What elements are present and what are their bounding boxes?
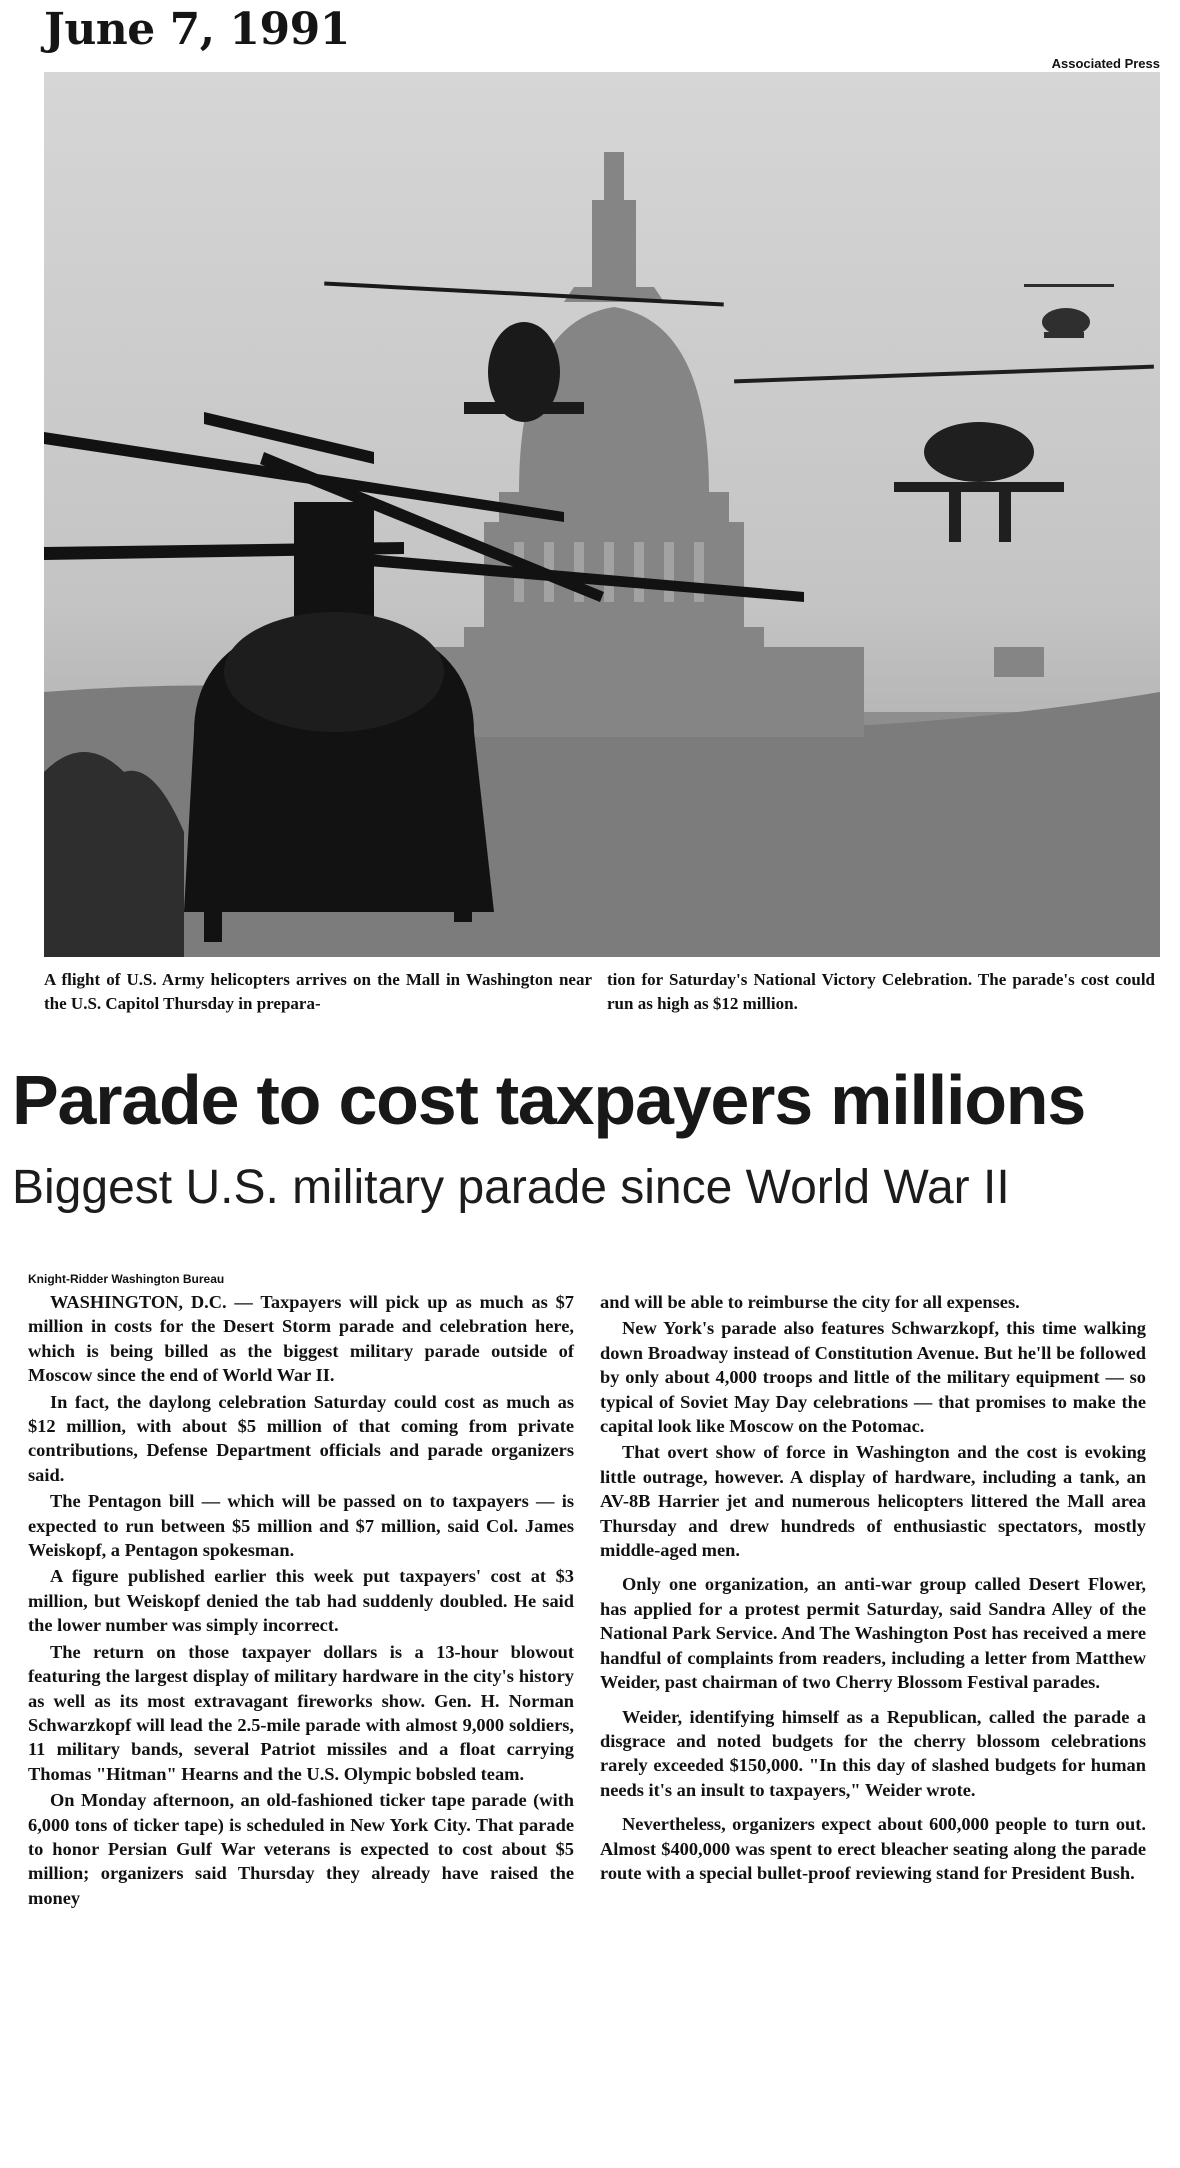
paragraph: New York's parade also features Schwarzkopf, this time walking down Broadway instead of Constitution Avenue. But he'll be followed by only about 4,000 troops and little of the military equipment — so typical of Soviet May Day celebrations — that promises to make the capital look like Moscow on the Potomac. <box>600 1318 1146 1437</box>
article-column-right <box>600 1290 1146 1887</box>
subheadline: Biggest U.S. military parade since World War II <box>12 1161 1010 1214</box>
headline: Parade to cost taxpayers millions <box>12 1061 1086 1139</box>
paragraph: and will be able to reimburse the city for all expenses. <box>600 1292 1020 1312</box>
helicopters-capitol-illustration <box>44 72 1160 957</box>
paragraph: That overt show of force in Washington and the cost is evoking little outrage, however. A display of hardware, including a tank, an AV-8B Harrier jet and numerous helicopters littered the Mall area Thursday and drew hundreds of enthusiastic spectators, mostly middle-aged men. <box>600 1442 1146 1561</box>
news-photo <box>44 72 1160 957</box>
paragraph: Weider, identifying himself as a Republican, called the parade a disgrace and noted budgets for the cherry blossom celebrations rarely exceeded $150,000. "In this day of slashed budgets for human needs it's an insult to taxpayers," Weider wrote. <box>600 1706 1146 1800</box>
byline: Knight-Ridder Washington Bureau <box>28 1272 225 1286</box>
article-column-left <box>28 1290 574 1912</box>
paragraph: Only one organization, an anti-war group called Desert Flower, has applied for a protest permit Saturday, said Sandra Alley of the National Park Service. And The Washington Post has received a mere handful of complaints from readers, including a letter from Matthew Weider, past chairman of two Cherry Blossom Festival parades. <box>600 1574 1146 1693</box>
paragraph: On Monday afternoon, an old-fashioned ticker tape parade (with 6,000 tons of ticker tape) is scheduled in New York City. That parade to honor Persian Gulf War veterans is expected to cost about $5 million; organizers said Thursday they already have raised the money <box>28 1790 574 1908</box>
paragraph: Nevertheless, organizers expect about 600,000 people to turn out. Almost $400,000 was spent to erect bleacher seating along the parade route with a special bullet-proof reviewing stand for President Bush. <box>600 1814 1146 1883</box>
photo-caption-left: A flight of U.S. Army helicopters arrives on the Mall in Washington near the U.S. Capitol Thursday in prepara- <box>44 970 592 1013</box>
paragraph: The return on those taxpayer dollars is a 13-hour blowout featuring the largest display of military hardware in the city's history as well as its most extravagant fireworks show. Gen. H. Norman Schwarzkopf will lead the 2.5-mile parade with almost 9,000 soldiers, 11 military bands, several Patriot missiles and a float carrying Thomas "Hitman" Hearns and the U.S. Olympic bobsled team. <box>28 1641 574 1784</box>
page-date: June 7, 1991 <box>44 4 350 55</box>
photo-credit: Associated Press <box>1051 56 1160 71</box>
paragraph: In fact, the daylong celebration Saturday could cost as much as $12 million, with about $5 million of that coming from private contributions, Defense Department officials and parade organizers said. <box>28 1391 574 1485</box>
paragraph: The Pentagon bill — which will be passed on to taxpayers — is expected to run between $5 million and $7 million, said Col. James Weiskopf, a Pentagon spokesman. <box>28 1491 574 1561</box>
photo-caption-right: tion for Saturday's National Victory Celebration. The parade's cost could run as high as $12 million. <box>607 970 1155 1013</box>
paragraph: WASHINGTON, D.C. — Taxpayers will pick up as much as $7 million in costs for the Desert Storm parade and celebration here, which is being billed as the biggest military parade outside of Moscow since the end of World War II. <box>28 1292 574 1386</box>
paragraph: A figure published earlier this week put taxpayers' cost at $3 million, but Weiskopf denied the tab had suddenly doubled. He said the lower number was simply incorrect. <box>28 1566 574 1636</box>
